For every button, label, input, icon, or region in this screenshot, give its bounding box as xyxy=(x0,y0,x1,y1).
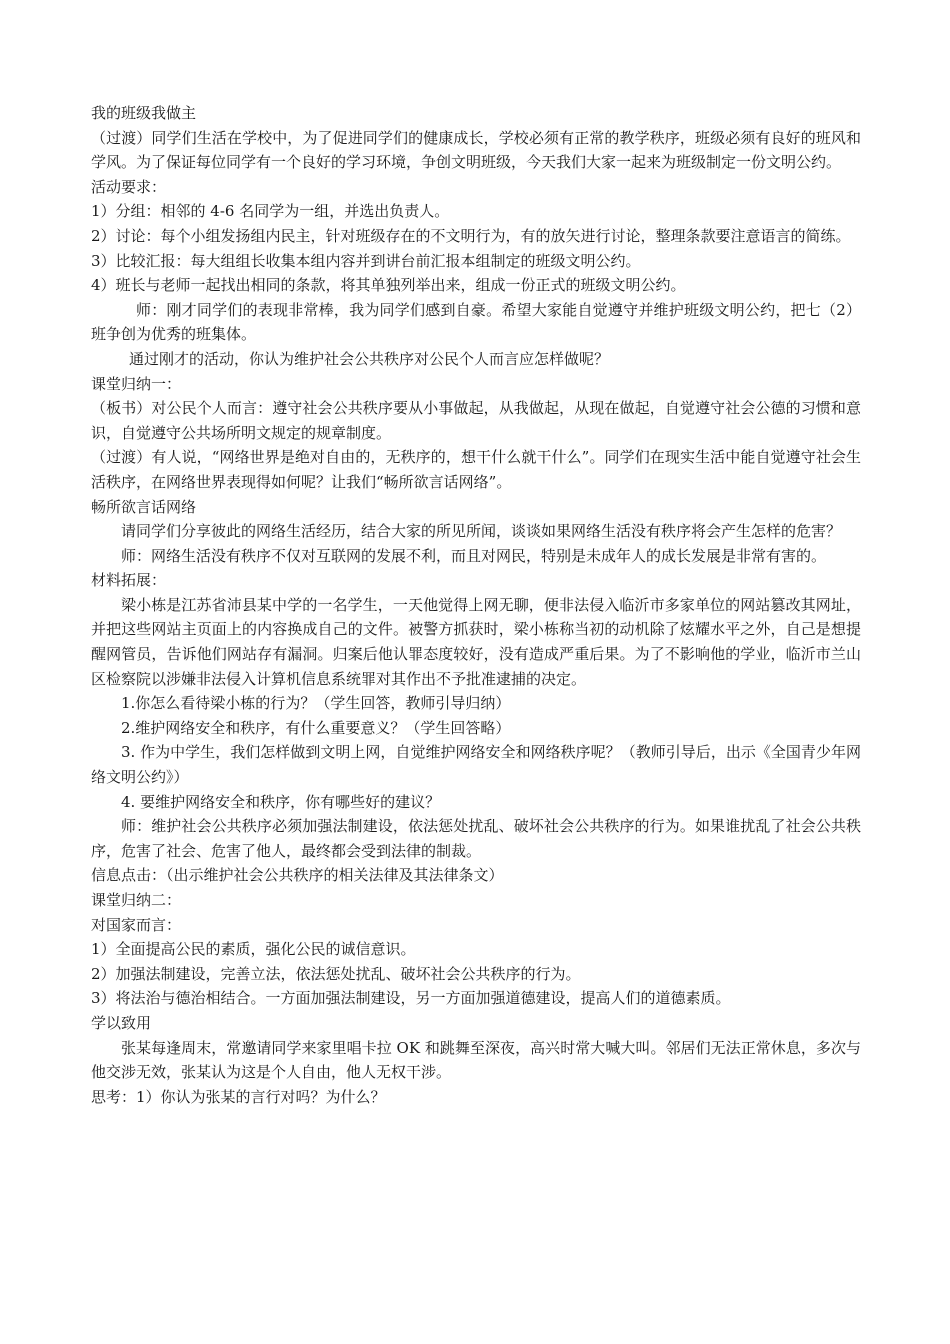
paragraph: （板书）对公民个人而言：遵守社会公共秩序要从小事做起，从我做起，从现在做起，自觉遵守社会公德的习惯和意识，自觉遵守公共场所明文规定的规章制度。 xyxy=(91,399,861,442)
paragraph: 请同学们分享彼此的网络生活经历，结合大家的所见所闻，谈谈如果网络生活没有秩序将会产生怎样的危害？ xyxy=(121,522,842,541)
paragraph: 信息点击：（出示维护社会公共秩序的相关法律及其法律条文） xyxy=(91,866,504,885)
section-heading: 课堂归纳二： xyxy=(91,891,182,909)
question-item: 2.维护网络安全和秩序，有什么重要意义？（学生回答略） xyxy=(121,718,511,737)
document-page xyxy=(91,101,861,1109)
section-heading: 对国家而言： xyxy=(91,915,182,934)
list-item: 1）分组：相邻的 4-6 名同学为一组，并选出负责人。 xyxy=(91,202,450,221)
section-heading: 我的班级我做主 xyxy=(91,104,197,122)
section-heading: 学以致用 xyxy=(91,1013,152,1032)
paragraph: （过渡）同学们生活在学校中，为了促进同学们的健康成长，学校必须有正常的教学秩序，班级必须有良好的班风和学风。为了保证每位同学有一个良好的学习环境，争创文明班级，今天我们大家一起来为班级制定一份文明公约。 xyxy=(91,128,861,172)
paragraph: 师：网络生活没有秩序不仅对互联网的发展不利，而且对网民，特别是未成年人的成长发展是非常有害的。 xyxy=(121,546,827,565)
paragraph: 通过刚才的活动，你认为维护社会公共秩序对公民个人而言应怎样做呢？ xyxy=(129,349,610,368)
list-item: 4）班长与老师一起找出相同的条款，将其单独列举出来，组成一份正式的班级文明公约。 xyxy=(91,276,686,295)
section-heading: 畅所欲言话网络 xyxy=(91,497,197,516)
section-heading: 活动要求： xyxy=(91,177,167,196)
question-item: 3. 作为中学生，我们怎样做到文明上网，自觉维护网络安全和网络秩序呢？（教师引导后，出示《全国青少年网络文明公约》） xyxy=(91,743,861,787)
paragraph: 师：刚才同学们的表现非常棒，我为同学们感到自豪。希望大家能自觉遵守并维护班级文明公约，把七（2）班争创为优秀的班集体。 xyxy=(91,300,861,344)
list-item: 1）全面提高公民的素质，强化公民的诚信意识。 xyxy=(91,940,416,959)
question-item: 4. 要维护网络安全和秩序，你有哪些好的建议？ xyxy=(121,792,441,811)
section-heading: 材料拓展： xyxy=(91,571,167,590)
question-item: 思考：1）你认为张某的言行对吗？为什么？ xyxy=(91,1087,386,1106)
paragraph: 梁小栋是江苏省沛县某中学的一名学生，一天他觉得上网无聊，便非法侵入临沂市多家单位的网站篡改其网址，并把这些网站主页面上的内容换成自己的文件。被警方抓获时，梁小栋称当初的动机除了炫耀水平之外，自己是想提醒网管员，告诉他们网站存有漏洞。归案后他认罪态度较好，没有造成严重后果。为了不影响他的学业，临沂市兰山区检察院以涉嫌非法侵入计算机信息系统罪对其作出不予批准逮捕的决定。 xyxy=(91,595,861,688)
section-heading: 课堂归纳一： xyxy=(91,374,182,393)
list-item: 2）讨论：每个小组发扬组内民主，针对班级存在的不文明行为，有的放矢进行讨论，整理条款要注意语言的简练。 xyxy=(91,226,851,245)
list-item: 2）加强法制建设，完善立法，依法惩处扰乱、破坏社会公共秩序的行为。 xyxy=(91,964,581,983)
list-item: 3）比较汇报：每大组组长收集本组内容并到讲台前汇报本组制定的班级文明公约。 xyxy=(91,251,641,270)
paragraph: （过渡）有人说，“网络世界是绝对自由的，无秩序的，想干什么就干什么”。同学们在现实生活中能自觉遵守社会生活秩序，在网络世界表现得如何呢？让我们“畅所欲言话网络”。 xyxy=(91,448,861,491)
question-item: 1.你怎么看待梁小栋的行为？（学生回答，教师引导归纳） xyxy=(121,694,511,713)
list-item: 3）将法治与德治相结合。一方面加强法制建设，另一方面加强道德建设，提高人们的道德素质。 xyxy=(91,989,731,1008)
paragraph: 张某每逢周末，常邀请同学来家里唱卡拉 OK 和跳舞至深夜，高兴时常大喊大叫。邻居们无法正常休息，多次与他交涉无效，张某认为这是个人自由，他人无权干涉。 xyxy=(91,1038,861,1082)
paragraph: 师：维护社会公共秩序必须加强法制建设，依法惩处扰乱、破坏社会公共秩序的行为。如果谁扰乱了社会公共秩序，危害了社会、危害了他人，最终都会受到法律的制裁。 xyxy=(91,817,861,860)
